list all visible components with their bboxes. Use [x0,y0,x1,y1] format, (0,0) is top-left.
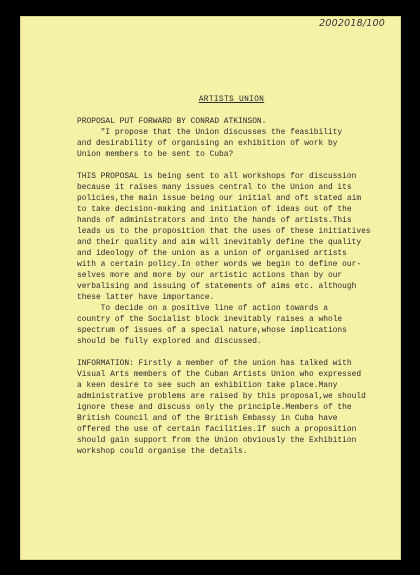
text-line: to take decision-making and initiation of ideas out of the [77,205,352,214]
text-line: To decide on a positive line of action towards a [77,304,328,313]
text-line: with a certain policy.In other words we begin to define our- [77,260,362,269]
text-line: Visual Arts members of the Cuban Artists Union who expressed [77,370,362,379]
text-line: and desirability of organising an exhibition of work by [77,139,338,148]
this-proposal-paragraph [77,171,392,303]
text-line: spectrum of issues of a special nature,whose implications [77,326,347,335]
text-line: because it raises many issues central to the Union and its [77,183,352,192]
document-title: ARTISTS UNION [198,95,265,104]
text-line: PROPOSAL PUT FORWARD BY CONRAD ATKINSON. [77,117,267,126]
text-line: and ideology of the union as a union of organised artists [77,249,347,258]
document-page [20,16,401,560]
text-line: THIS PROPOSAL is being sent to all workshops for discussion [77,172,357,181]
information-paragraph [77,358,392,457]
text-line: "I propose that the Union discusses the feasibility [77,128,343,137]
text-line: Union members to be sent to Cuba? [77,150,234,159]
text-line: country of the Socialist block inevitably raises a whole [77,315,343,324]
socialist-block-paragraph [77,303,392,347]
text-line: should be fully explored and discussed. [77,337,262,346]
text-line: administrative problems are raised by this proposal,we should [77,392,366,401]
text-line: British Council and of the British Embassy in Cuba have [77,414,338,423]
text-line: INFORMATION: Firstly a member of the union has talked with [77,359,352,368]
text-line: offered the use of certain facilities.If such a proposition [77,425,357,434]
text-line: policies,the main issue being our initial and oft stated aim [77,194,362,203]
text-line: leads us to the proposition that the uses of these initiatives [77,227,371,236]
archive-reference-number: 2002018/100 [319,18,385,29]
text-line: verbalising and issuing of statements of aims etc. although [77,282,357,291]
text-line: selves more and more by our artistic actions than by our [77,271,343,280]
typewritten-document [77,94,392,457]
text-line: workshop could organise the details. [77,447,248,456]
text-line: these latter have importance. [77,293,215,302]
text-line: a keen desire to see such an exhibition take place.Many [77,381,338,390]
text-line: hands of administrators and into the hands of artists.This [77,216,352,225]
text-line: and their quality and aim will inevitably define the quality [77,238,362,247]
proposal-paragraph [77,116,392,160]
text-line: ignore these and discuss only the principle.Members of the [77,403,352,412]
text-line: should gain support from the Union obviously the Exhibition [77,436,357,445]
